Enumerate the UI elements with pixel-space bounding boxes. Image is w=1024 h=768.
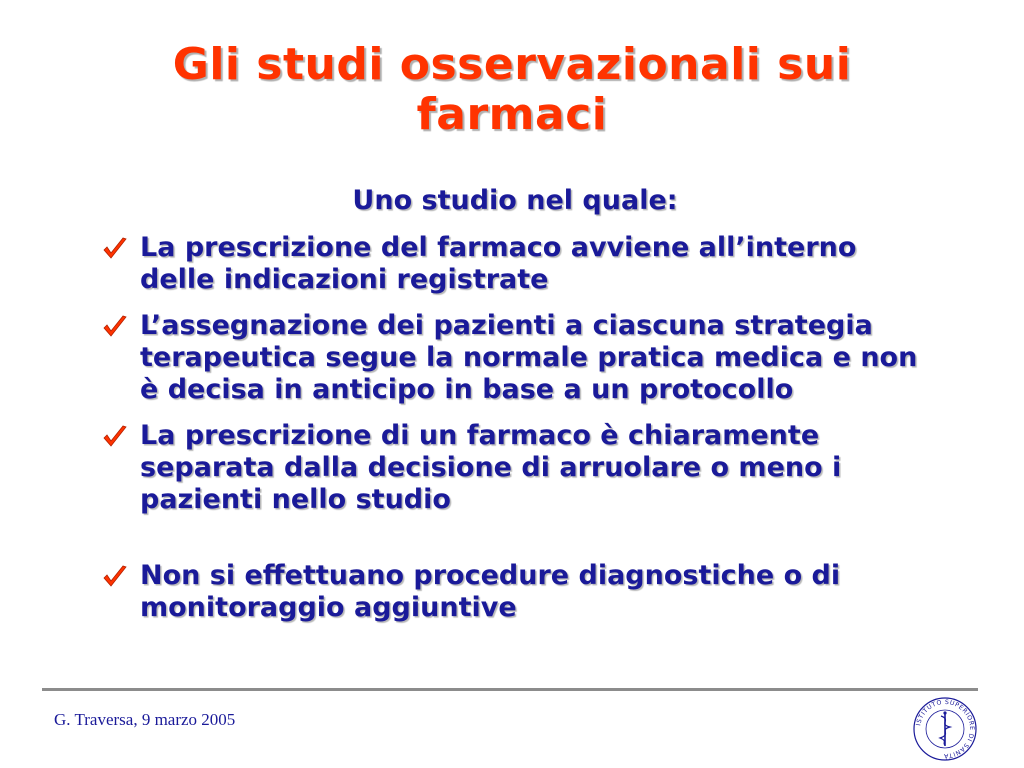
bullet-list xyxy=(100,232,920,624)
checkmark-icon xyxy=(100,422,130,452)
bullet-item xyxy=(100,310,920,406)
checkmark-icon xyxy=(100,312,130,342)
slide-subtitle: Uno studio nel quale: xyxy=(352,185,678,216)
bullet-text: La prescrizione di un farmaco è chiaramente separata dalla decisione di arruolare o meno i pazienti nello studio xyxy=(140,420,842,515)
bullet-item xyxy=(100,232,920,296)
footer-divider xyxy=(42,688,978,691)
bullet-text: La prescrizione del farmaco avviene all’interno delle indicazioni registrate xyxy=(140,232,857,295)
checkmark-icon xyxy=(100,234,130,264)
slide-title: Gli studi osservazionali sui farmaci xyxy=(172,39,852,140)
checkmark-icon xyxy=(100,562,130,592)
bullet-text: Non si effettuano procedure diagnostiche o di monitoraggio aggiuntive xyxy=(140,560,841,623)
istituto-superiore-di-sanita-seal-icon xyxy=(912,696,978,762)
footer-author-date: G. Traversa, 9 marzo 2005 xyxy=(54,710,236,729)
bullet-item xyxy=(100,420,920,516)
svg-text:ISTITUTO SUPERIORE DI SANITÀ: ISTITUTO SUPERIORE DI SANITÀ xyxy=(915,698,976,760)
bullet-item xyxy=(100,560,920,624)
bullet-text: L’assegnazione dei pazienti a ciascuna strategia terapeutica segue la normale pratica medica e non è decisa in anticipo in base a un protocollo xyxy=(140,310,918,405)
